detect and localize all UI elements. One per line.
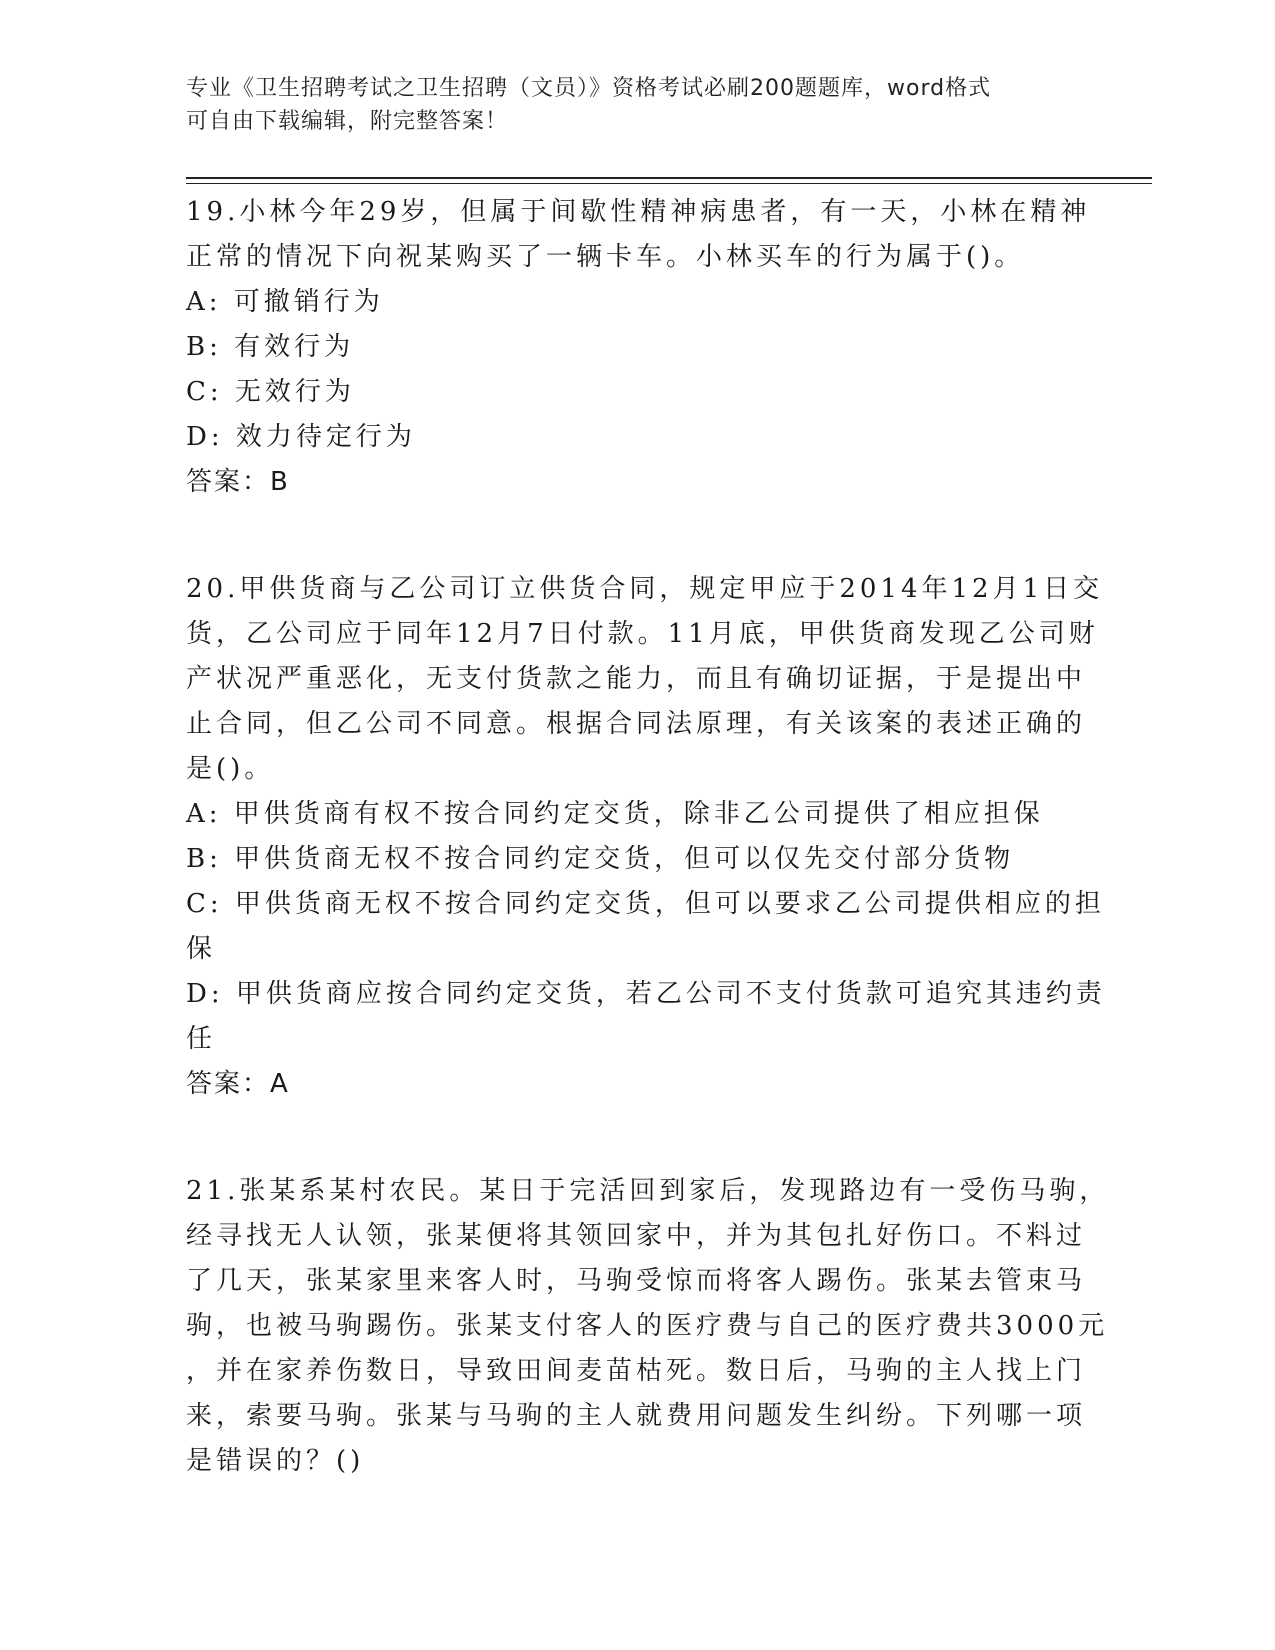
question-text-line: 止合同，但乙公司不同意。根据合同法原理，有关该案的表述正确的	[186, 709, 1087, 739]
document-header	[186, 72, 1066, 138]
header-divider-thick	[186, 177, 1152, 179]
question-text-line: 产状况严重恶化，无支付货款之能力，而且有确切证据，于是提出中	[186, 664, 1087, 694]
option-d: D: 甲供货商应按合同约定交货，若乙公司不支付货款可追究其违约责	[186, 979, 1106, 1009]
question-text-line: 正常的情况下向祝某购买了一辆卡车。小林买车的行为属于()。	[186, 242, 1025, 272]
option-c-continued: 保	[186, 934, 217, 964]
question-text-line: 货，乙公司应于同年12月7日付款。11月底，甲供货商发现乙公司财	[186, 619, 1099, 649]
option-a: A: 甲供货商有权不按合同约定交货，除非乙公司提供了相应担保	[186, 799, 1044, 829]
option-c: C: 甲供货商无权不按合同约定交货，但可以要求乙公司提供相应的担	[186, 889, 1105, 919]
question-text-line: 经寻找无人认领，张某便将其领回家中，并为其包扎好伤口。不料过	[186, 1221, 1087, 1251]
question-text-line: 是错误的？()	[186, 1446, 365, 1476]
question-spacer	[186, 1107, 1086, 1169]
header-line-2: 可自由下载编辑，附完整答案！	[186, 109, 509, 134]
question-20	[186, 567, 1106, 1107]
option-d: D: 效力待定行为	[186, 422, 416, 452]
answer-label: 答案：B	[186, 467, 290, 497]
option-a: A: 可撤销行为	[186, 287, 384, 317]
question-text-line: 19.小林今年29岁，但属于间歇性精神病患者，有一天，小林在精神	[186, 197, 1091, 227]
question-text-line: 了几天，张某家里来客人时，马驹受惊而将客人踢伤。张某去管束马	[186, 1266, 1087, 1296]
option-d-continued: 任	[186, 1024, 217, 1054]
question-21	[186, 1169, 1110, 1484]
question-text-line: 驹，也被马驹踢伤。张某支付客人的医疗费与自己的医疗费共3000元	[186, 1311, 1109, 1341]
question-spacer	[186, 505, 1086, 567]
question-19	[186, 190, 1091, 505]
header-divider-thin	[186, 183, 1152, 184]
answer-label: 答案：A	[186, 1069, 290, 1099]
question-text-line: 21.张某系某村农民。某日于完活回到家后，发现路边有一受伤马驹，	[186, 1176, 1110, 1206]
option-c: C: 无效行为	[186, 377, 355, 407]
question-text-line: 来，索要马驹。张某与马驹的主人就费用问题发生纠纷。下列哪一项	[186, 1401, 1087, 1431]
question-list	[186, 190, 1110, 1484]
header-line-1: 专业《卫生招聘考试之卫生招聘（文员）》资格考试必刷200题题库，word格式	[186, 76, 992, 101]
question-text-line: 20.甲供货商与乙公司订立供货合同，规定甲应于2014年12月1日交	[186, 574, 1104, 604]
option-b: B: 甲供货商无权不按合同约定交货，但可以仅先交付部分货物	[186, 844, 1015, 874]
question-text-line: ，并在家养伤数日，导致田间麦苗枯死。数日后，马驹的主人找上门	[186, 1356, 1087, 1386]
option-b: B: 有效行为	[186, 332, 355, 362]
question-text-line: 是()。	[186, 754, 275, 784]
